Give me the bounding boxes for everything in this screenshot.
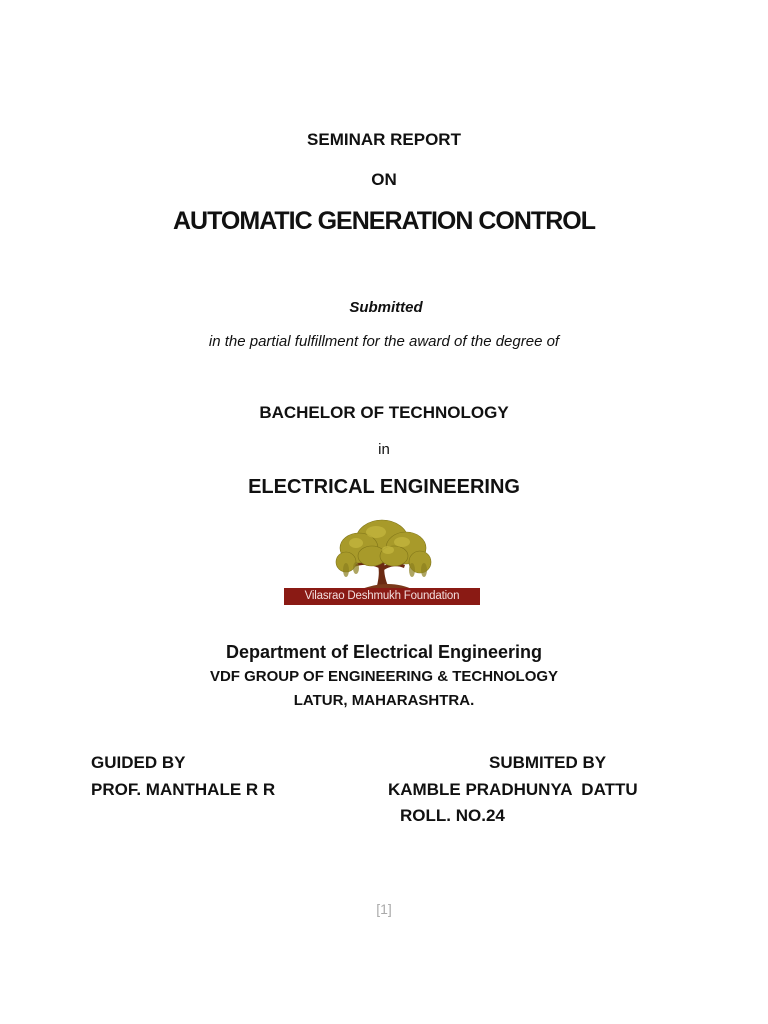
report-type: SEMINAR REPORT (307, 130, 461, 149)
foundation-banner: Vilasrao Deshmukh Foundation (284, 588, 480, 605)
student-name: KAMBLE PRADHUNYA DATTU (388, 780, 638, 799)
tree-icon (284, 518, 480, 590)
degree-in: in (378, 441, 390, 458)
submission-purpose: in the partial fulfillment for the award of the degree of (208, 333, 560, 350)
department-name: Department of Electrical Engineering (225, 642, 543, 662)
report-on: ON (371, 170, 397, 189)
foundation-logo (284, 518, 480, 606)
degree-branch: ELECTRICAL ENGINEERING (248, 476, 520, 498)
report-title: AUTOMATIC GENERATION CONTROL (173, 207, 595, 235)
degree-name: BACHELOR OF TECHNOLOGY (259, 403, 509, 422)
college-location: LATUR, MAHARASHTRA. (293, 692, 475, 709)
submitted-label: Submitted (349, 299, 423, 316)
guided-by-label: GUIDED BY (91, 753, 186, 772)
guide-name: PROF. MANTHALE R R (91, 780, 276, 799)
college-name: VDF GROUP OF ENGINEERING & TECHNOLOGY (209, 668, 559, 685)
page-number: [1] (376, 901, 392, 917)
submitted-by-label: SUBMITED BY (489, 753, 607, 772)
roll-number: ROLL. NO.24 (400, 806, 505, 825)
